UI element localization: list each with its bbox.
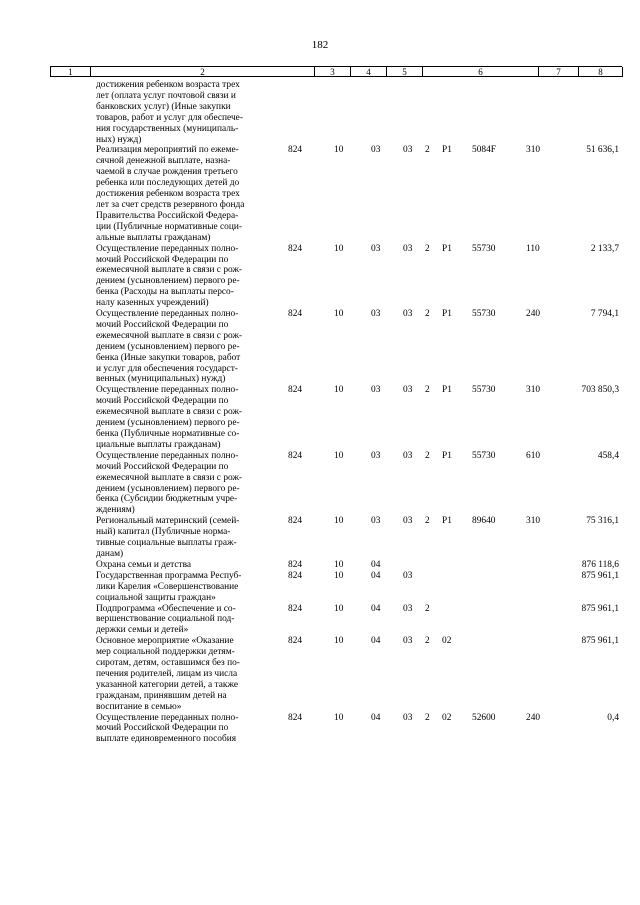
grbs-code: 824 bbox=[288, 309, 303, 320]
subsection-code: 03 bbox=[371, 309, 381, 320]
expense-type-code: 240 bbox=[526, 712, 541, 723]
section-code: 10 bbox=[334, 145, 344, 156]
column-number-3: 3 bbox=[315, 67, 351, 77]
expense-type-code: 310 bbox=[526, 385, 541, 396]
target-article-part-2: 2 bbox=[425, 243, 430, 254]
description-line: альные выплаты гражданам) bbox=[96, 232, 211, 243]
expense-type-code: 310 bbox=[526, 145, 541, 156]
expense-type-code: 610 bbox=[526, 450, 541, 461]
grbs-code: 824 bbox=[288, 243, 303, 254]
grbs-code: 824 bbox=[288, 385, 303, 396]
amount: 875 961,1 bbox=[581, 570, 619, 581]
description-line: ждениям) bbox=[96, 505, 135, 516]
table-row bbox=[0, 516, 640, 560]
grbs-code: 824 bbox=[288, 570, 303, 581]
section-code: 10 bbox=[334, 636, 344, 647]
description-line: мочий Российской Федерации по bbox=[96, 461, 229, 472]
expense-type-code: 310 bbox=[526, 516, 541, 527]
description-line: Осуществление переданных полно- bbox=[96, 712, 239, 723]
section-code: 10 bbox=[334, 450, 344, 461]
row-description bbox=[96, 80, 264, 145]
table-row bbox=[0, 309, 640, 385]
row-description bbox=[96, 244, 264, 309]
description-line: Реализация мероприятий по ежеме- bbox=[96, 145, 239, 156]
row-description bbox=[96, 560, 264, 571]
amount: 75 316,1 bbox=[586, 516, 619, 527]
table-header bbox=[50, 66, 622, 77]
description-line: держки семьи и детей» bbox=[96, 625, 189, 636]
description-line: достижения ребенком возраста трех bbox=[96, 80, 240, 90]
description-line: товаров, работ и услуг для обеспече- bbox=[96, 112, 243, 123]
subsection-code: 03 bbox=[371, 243, 381, 254]
description-line: тивные социальные выплаты граж- bbox=[96, 538, 237, 549]
row-description bbox=[96, 636, 264, 712]
amount: 875 961,1 bbox=[581, 636, 619, 647]
description-line: банковских услуг) (Иные закупки bbox=[96, 101, 231, 112]
description-line: дением (усыновлением) первого ре- bbox=[96, 276, 240, 287]
description-line: ежемесячной выплате в связи с рож- bbox=[96, 407, 243, 418]
description-line: Региональный материнский (семей- bbox=[96, 516, 240, 527]
description-line: дением (усыновлением) первого ре- bbox=[96, 341, 240, 352]
section-code: 10 bbox=[334, 712, 344, 723]
row-description bbox=[96, 145, 264, 243]
subsection-code: 04 bbox=[371, 636, 381, 647]
subsection-code: 03 bbox=[371, 385, 381, 396]
description-line: чаемой в случае рождения третьего bbox=[96, 167, 238, 178]
description-line: ния государственных (муниципаль- bbox=[96, 123, 239, 134]
subsection-code: 03 bbox=[371, 516, 381, 527]
description-line: Правительства Российской Федера- bbox=[96, 210, 239, 221]
row-description bbox=[96, 451, 264, 516]
grbs-code: 824 bbox=[288, 712, 303, 723]
target-article-part-2: 2 bbox=[425, 309, 430, 320]
description-line: ежемесячной выплате в связи с рож- bbox=[96, 472, 243, 483]
section-code: 10 bbox=[334, 603, 344, 614]
amount: 2 133,7 bbox=[590, 243, 619, 254]
grbs-code: 824 bbox=[288, 450, 303, 461]
description-line: ребенка или последующих детей до bbox=[96, 178, 240, 189]
row-description bbox=[96, 571, 264, 604]
table-row bbox=[0, 80, 640, 145]
description-line: Осуществление переданных полно- bbox=[96, 243, 239, 254]
description-line: циальные выплаты гражданам) bbox=[96, 439, 221, 450]
description-line: бенка (Иные закупки товаров, работ bbox=[96, 352, 241, 363]
description-line: данам) bbox=[96, 548, 124, 559]
target-article-part-3: P1 bbox=[442, 145, 452, 156]
amount: 876 118,6 bbox=[581, 559, 619, 570]
target-article-part-1: 03 bbox=[403, 570, 413, 581]
column-number-7: 7 bbox=[539, 67, 579, 77]
description-line: Осуществление переданных полно- bbox=[96, 309, 239, 320]
grbs-code: 824 bbox=[288, 603, 303, 614]
description-line: сиротам, детям, оставшимся без по- bbox=[96, 658, 240, 669]
target-article-part-3: P1 bbox=[442, 309, 452, 320]
column-number-4: 4 bbox=[351, 67, 387, 77]
description-line: ных) нужд) bbox=[96, 134, 142, 145]
description-line: мер социальной поддержки детям- bbox=[96, 647, 235, 658]
description-line: венных (муниципальных) нужд) bbox=[96, 374, 226, 385]
target-article-part-1: 03 bbox=[403, 712, 413, 723]
description-line: выплате единовременного пособия bbox=[96, 734, 237, 745]
target-article-part-2: 2 bbox=[425, 516, 430, 527]
expense-type-code: 240 bbox=[526, 309, 541, 320]
row-description bbox=[96, 604, 264, 637]
target-article-part-4: 52600 bbox=[472, 712, 496, 723]
description-line: бенка (Расходы на выплаты персо- bbox=[96, 287, 234, 298]
grbs-code: 824 bbox=[288, 145, 303, 156]
target-article-part-3: P1 bbox=[442, 516, 452, 527]
description-line: гражданам, принявшим детей на bbox=[96, 690, 227, 701]
description-line: мочий Российской Федерации по bbox=[96, 396, 229, 407]
target-article-part-3: 02 bbox=[442, 712, 452, 723]
target-article-part-2: 2 bbox=[425, 636, 430, 647]
subsection-code: 04 bbox=[371, 570, 381, 581]
target-article-part-1: 03 bbox=[403, 603, 413, 614]
grbs-code: 824 bbox=[288, 559, 303, 570]
description-line: Государственная программа Респуб- bbox=[96, 570, 242, 581]
target-article-part-2: 2 bbox=[425, 603, 430, 614]
table-row bbox=[0, 451, 640, 516]
column-number-6: 6 bbox=[423, 67, 539, 77]
target-article-part-1: 03 bbox=[403, 145, 413, 156]
section-code: 10 bbox=[334, 570, 344, 581]
target-article-part-1: 03 bbox=[403, 450, 413, 461]
amount: 7 794,1 bbox=[590, 309, 619, 320]
description-line: мочий Российской Федерации по bbox=[96, 319, 229, 330]
row-description bbox=[96, 385, 264, 450]
target-article-part-4: 55730 bbox=[472, 243, 496, 254]
description-line: дением (усыновлением) первого ре- bbox=[96, 483, 240, 494]
section-code: 10 bbox=[334, 385, 344, 396]
table-row bbox=[0, 560, 640, 571]
section-code: 10 bbox=[334, 309, 344, 320]
table-row bbox=[0, 571, 640, 604]
description-line: Подпрограмма «Обеспечение и со- bbox=[96, 603, 236, 614]
target-article-part-1: 03 bbox=[403, 309, 413, 320]
expense-type-code: 110 bbox=[526, 243, 540, 254]
target-article-part-1: 03 bbox=[403, 516, 413, 527]
row-description bbox=[96, 713, 264, 746]
description-line: Осуществление переданных полно- bbox=[96, 450, 239, 461]
target-article-part-2: 2 bbox=[425, 385, 430, 396]
table-row bbox=[0, 145, 640, 243]
description-line: ный) капитал (Публичные норма- bbox=[96, 527, 231, 538]
subsection-code: 04 bbox=[371, 712, 381, 723]
target-article-part-4: 55730 bbox=[472, 385, 496, 396]
target-article-part-4: 55730 bbox=[472, 450, 496, 461]
target-article-part-1: 03 bbox=[403, 385, 413, 396]
description-line: ции (Публичные нормативные соци- bbox=[96, 221, 243, 232]
column-number-1: 1 bbox=[51, 67, 91, 77]
description-line: вершенствование социальной под- bbox=[96, 614, 235, 625]
section-code: 10 bbox=[334, 559, 344, 570]
amount: 458,4 bbox=[597, 450, 619, 461]
description-line: указанной категории детей, а также bbox=[96, 679, 239, 690]
description-line: мочий Российской Федерации по bbox=[96, 723, 229, 734]
description-line: сячной денежной выплате, назна- bbox=[96, 156, 231, 167]
description-line: достижения ребенком возраста трех bbox=[96, 189, 240, 200]
amount: 875 961,1 bbox=[581, 603, 619, 614]
table-row bbox=[0, 636, 640, 712]
amount: 51 636,1 bbox=[586, 145, 619, 156]
target-article-part-3: 02 bbox=[442, 636, 452, 647]
description-line: Охрана семьи и детства bbox=[96, 559, 192, 570]
target-article-part-4: 5084F bbox=[472, 145, 496, 156]
description-line: лет (оплата услуг почтовой связи и bbox=[96, 90, 236, 101]
description-line: лет за счет средств резервного фонда bbox=[96, 199, 245, 210]
description-line: бенка (Субсидии бюджетным учре- bbox=[96, 494, 238, 505]
grbs-code: 824 bbox=[288, 516, 303, 527]
description-line: воспитание в семью» bbox=[96, 701, 182, 712]
target-article-part-2: 2 bbox=[425, 145, 430, 156]
column-number-8: 8 bbox=[579, 67, 623, 77]
target-article-part-3: P1 bbox=[442, 385, 452, 396]
target-article-part-1: 03 bbox=[403, 636, 413, 647]
description-line: социальной защиты граждан» bbox=[96, 592, 216, 603]
target-article-part-1: 03 bbox=[403, 243, 413, 254]
row-description bbox=[96, 309, 264, 385]
description-line: мочий Российской Федерации по bbox=[96, 254, 229, 265]
amount: 0,4 bbox=[607, 712, 619, 723]
subsection-code: 04 bbox=[371, 603, 381, 614]
description-line: и услуг для обеспечения государст- bbox=[96, 363, 238, 374]
description-line: бенка (Публичные нормативные со- bbox=[96, 429, 240, 439]
description-line: Осуществление переданных полно- bbox=[96, 385, 239, 396]
page-number: 182 bbox=[311, 39, 329, 51]
column-number-5: 5 bbox=[387, 67, 423, 77]
row-description bbox=[96, 516, 264, 560]
description-line: ежемесячной выплате в связи с рож- bbox=[96, 265, 243, 276]
description-line: ежемесячной выплате в связи с рож- bbox=[96, 330, 243, 341]
target-article-part-4: 55730 bbox=[472, 309, 496, 320]
target-article-part-3: P1 bbox=[442, 243, 452, 254]
grbs-code: 824 bbox=[288, 636, 303, 647]
section-code: 10 bbox=[334, 243, 344, 254]
target-article-part-4: 89640 bbox=[472, 516, 496, 527]
subsection-code: 04 bbox=[371, 559, 381, 570]
table-row bbox=[0, 385, 640, 450]
subsection-code: 03 bbox=[371, 450, 381, 461]
section-code: 10 bbox=[334, 516, 344, 527]
table-body bbox=[0, 80, 640, 745]
description-line: лики Карелия «Совершенствование bbox=[96, 581, 239, 592]
target-article-part-3: P1 bbox=[442, 450, 452, 461]
description-line: печения родителей, лицам из числа bbox=[96, 668, 238, 679]
description-line: дением (усыновлением) первого ре- bbox=[96, 418, 240, 429]
amount: 703 850,3 bbox=[581, 385, 619, 396]
target-article-part-2: 2 bbox=[425, 712, 430, 723]
description-line: налу казенных учреждений) bbox=[96, 298, 209, 309]
description-line: Основное мероприятие «Оказание bbox=[96, 636, 234, 647]
table-row bbox=[0, 244, 640, 309]
target-article-part-2: 2 bbox=[425, 450, 430, 461]
column-number-2: 2 bbox=[91, 67, 315, 77]
subsection-code: 03 bbox=[371, 145, 381, 156]
table-row bbox=[0, 604, 640, 637]
table-row bbox=[0, 713, 640, 746]
